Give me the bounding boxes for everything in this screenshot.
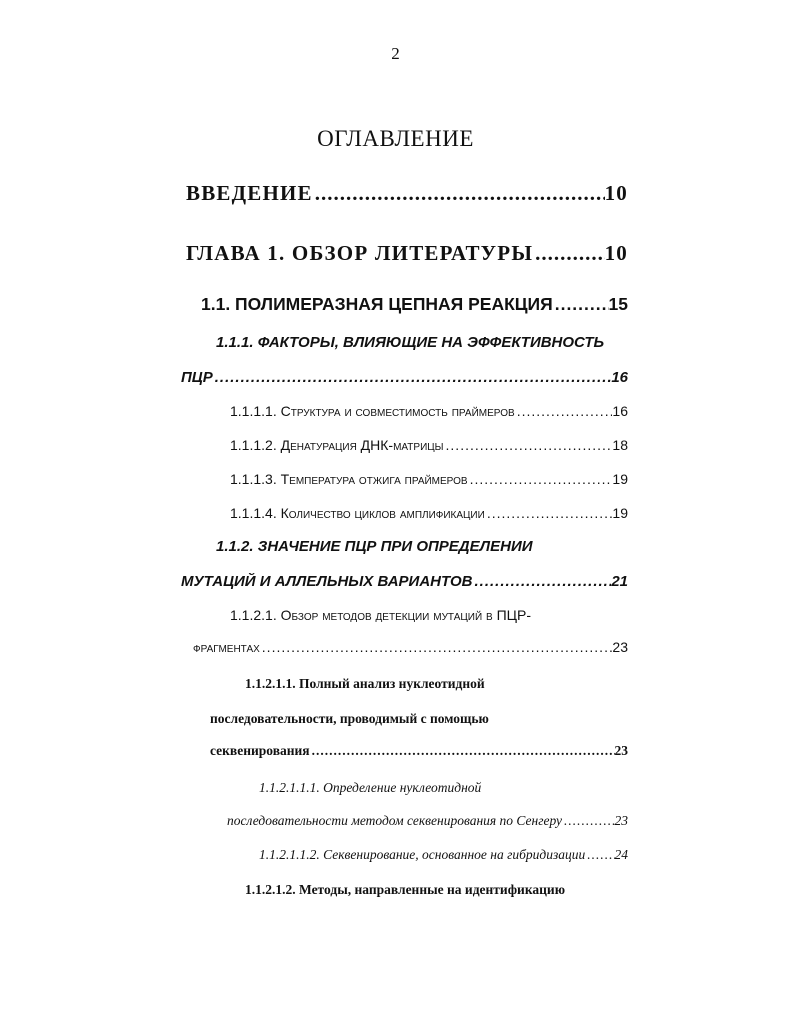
- toc-page: 15: [608, 294, 628, 314]
- toc-page: 16: [612, 403, 628, 419]
- toc-label: Обзор методов детекции мутаций в ПЦР-: [280, 607, 532, 623]
- toc-number: 1.1.1.4.: [230, 505, 277, 521]
- toc-number: 1.1.1.1.: [230, 403, 277, 419]
- toc-leader-dots: [310, 743, 615, 760]
- toc-number: 1.1.2.1.: [230, 607, 277, 623]
- toc-entry-1-1-2-line1: 1.1.2. ЗНАЧЕНИЕ ПЦР ПРИ ОПРЕДЕЛЕНИИ: [216, 538, 533, 555]
- toc-entry-1-1-2-1-1-line1: 1.1.2.1.1. Полный анализ нуклеотидной: [245, 676, 485, 691]
- toc-label: ГЛАВА 1. ОБЗОР ЛИТЕРАТУРЫ: [186, 241, 534, 265]
- toc-page: 19: [612, 471, 628, 487]
- toc-page: 21: [611, 573, 628, 590]
- toc-entry-1-1-2-1-1-1-line1: 1.1.2.1.1.1. Определение нуклеотидной: [259, 780, 482, 795]
- toc-label: последовательности методом секвенирования по Сенгеру: [227, 813, 563, 828]
- toc-leader-dots: [313, 180, 605, 206]
- page-number: 2: [391, 44, 400, 63]
- toc-page: 16: [611, 369, 628, 386]
- toc-entry-1-1-1-4: [230, 505, 628, 523]
- toc-page: 23: [614, 743, 628, 758]
- toc-leader-dots: [485, 505, 613, 523]
- toc-label: Температура отжига праймеров: [280, 471, 468, 487]
- toc-leader-dots: [585, 847, 614, 864]
- toc-label: Количество циклов амплификации: [280, 505, 485, 521]
- toc-leader-dots: [468, 471, 613, 489]
- toc-entry-1-1-1-line1: 1.1.1. ФАКТОРЫ, ВЛИЯЮЩИЕ НА ЭФФЕКТИВНОСТЬ: [216, 334, 605, 351]
- toc-label: 1.1. ПОЛИМЕРАЗНАЯ ЦЕПНАЯ РЕАКЦИЯ: [201, 294, 553, 314]
- toc-leader-dots: [472, 573, 611, 592]
- toc-entry-chapter-1: [186, 240, 628, 266]
- toc-page: 24: [614, 847, 628, 862]
- toc-leader-dots: [213, 369, 612, 388]
- toc-entry-1-1-1: [181, 369, 628, 388]
- toc-entry-1-1-1-1: [230, 403, 628, 421]
- toc-entry-1-1-2-1-1-1: [227, 813, 628, 830]
- toc-label: Структура и совместимость праймеров: [280, 403, 515, 419]
- toc-leader-dots: [260, 639, 613, 657]
- toc-page: 18: [612, 437, 628, 453]
- toc-leader-dots: [553, 294, 609, 316]
- toc-entry-1-1-2-1-1-2: [259, 847, 628, 864]
- toc-label: ПЦР: [181, 369, 213, 386]
- toc-page: 23: [614, 813, 628, 828]
- toc-label: ВВЕДЕНИЕ: [186, 181, 313, 205]
- toc-entry-intro: [186, 180, 628, 206]
- toc-label: секвенирования: [210, 743, 310, 758]
- toc-label: 1.1.2.1.1.2. Секвенирование, основанное на гибридизации: [259, 847, 586, 862]
- toc-entry-1-1-2-1: [193, 639, 628, 657]
- toc-leader-dots: [515, 403, 613, 421]
- toc-page: 19: [612, 505, 628, 521]
- toc-label: фрагментах: [193, 639, 260, 655]
- toc-number: 1.1.1.3.: [230, 471, 277, 487]
- toc-entry-1-1-1-2: [230, 437, 628, 455]
- toc-entry-1-1-2-1-1: [210, 743, 628, 760]
- toc-page: 23: [612, 639, 628, 655]
- toc-entry-1-1-2-1-2-line1: 1.1.2.1.2. Методы, направленные на идентификацию: [245, 882, 566, 897]
- toc-number: 1.1.1.2.: [230, 437, 277, 453]
- toc-page: 10: [604, 181, 628, 205]
- toc-label: МУТАЦИЙ И АЛЛЕЛЬНЫХ ВАРИАНТОВ: [181, 573, 473, 590]
- toc-leader-dots: [444, 437, 613, 455]
- toc-entry-1-1-1-3: [230, 471, 628, 489]
- page-title: ОГЛАВЛЕНИЕ: [317, 126, 474, 151]
- toc-page: 10: [604, 241, 628, 265]
- toc-entry-1-1-2-1-line1: [230, 607, 628, 625]
- toc-label: Денатурация ДНК-матрицы: [280, 437, 444, 453]
- toc-entry-1-1-2: [181, 573, 628, 592]
- toc-leader-dots: [533, 240, 604, 266]
- toc-entry-1-1-2-1-1-line2: последовательности, проводимый с помощью: [210, 711, 489, 726]
- toc-leader-dots: [562, 813, 614, 830]
- toc-entry-1-1: [201, 294, 628, 316]
